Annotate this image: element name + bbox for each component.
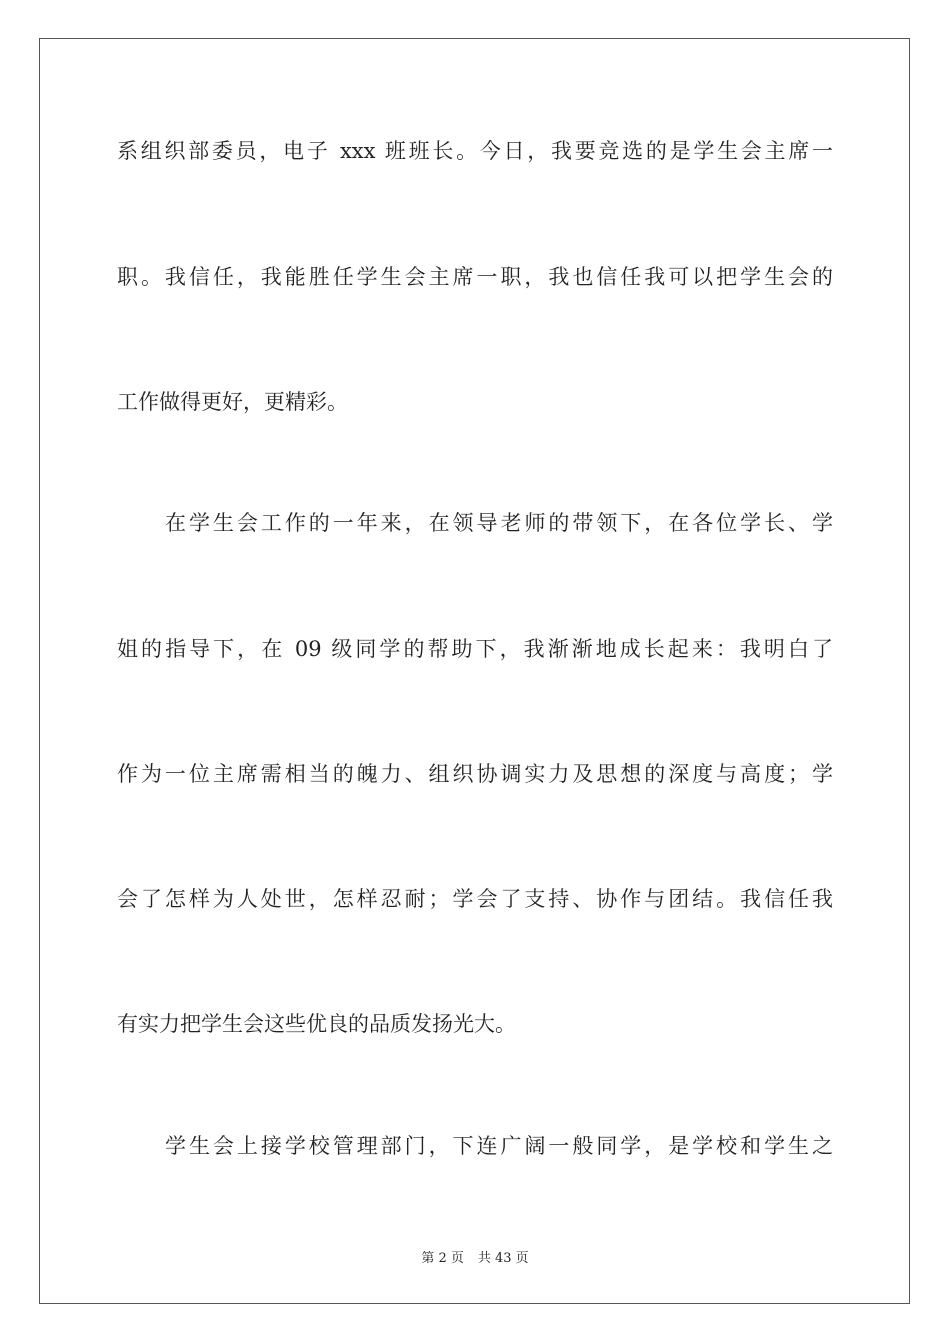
body-line-8: 有实力把学生会这些优良的品质发扬光大。 — [117, 1012, 516, 1036]
page-number: 第 2 页 — [421, 1251, 464, 1266]
body-line-1: 系组织部委员，电子 xxx 班班长。今日，我要竞选的是学生会主席一 — [117, 139, 833, 163]
body-line-3: 工作做得更好，更精彩。 — [117, 390, 348, 414]
page-frame — [39, 38, 910, 1304]
body-line-6: 作为一位主席需相当的魄力、组织协调实力及思想的深度与高度；学 — [117, 762, 833, 786]
page-total: 共 43 页 — [477, 1251, 529, 1266]
body-line-9: 学生会上接学校管理部门，下连广阔一般同学，是学校和学生之 — [165, 1134, 833, 1158]
page-footer — [0, 1247, 950, 1266]
body-line-4: 在学生会工作的一年来，在领导老师的带领下，在各位学长、学 — [165, 511, 833, 535]
body-line-7: 会了怎样为人处世，怎样忍耐；学会了支持、协作与团结。我信任我 — [117, 887, 833, 911]
body-line-2: 职。我信任，我能胜任学生会主席一职，我也信任我可以把学生会的 — [117, 265, 833, 289]
body-line-5: 姐的指导下，在 09 级同学的帮助下，我渐渐地成长起来：我明白了 — [117, 637, 833, 661]
